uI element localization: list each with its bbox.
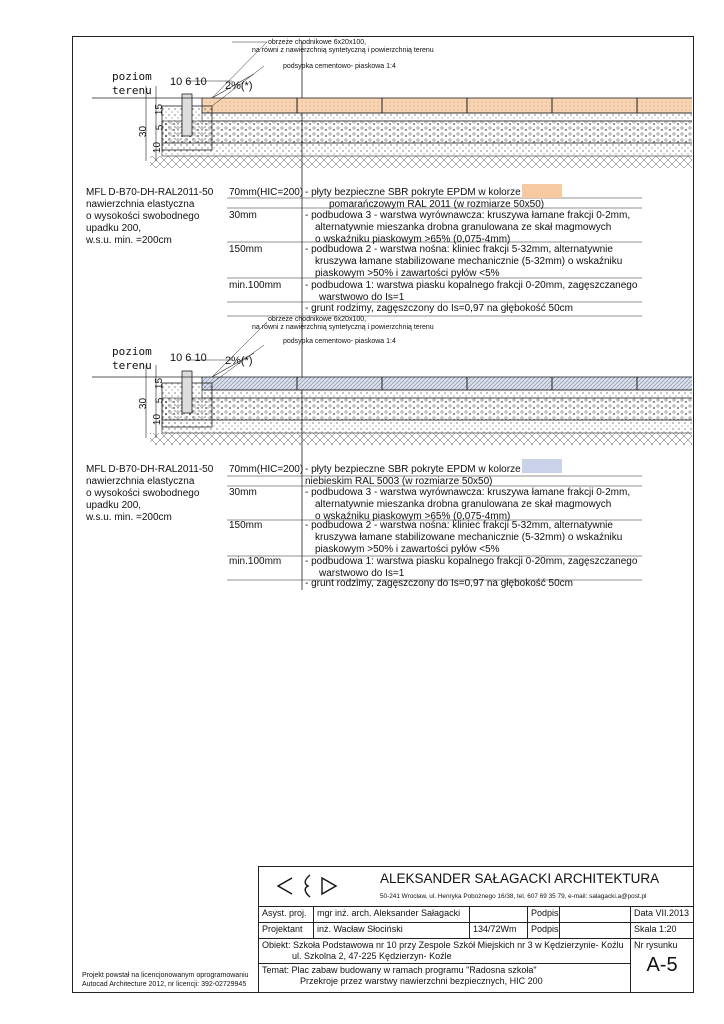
- bedding-note: podsypka cementowo- piaskowa 1:4: [283, 338, 396, 345]
- layer-description: - grunt rodzimy, zagęszczony do Is=0,97 na głębokość 50cm: [305, 578, 574, 589]
- dim-30: 30: [138, 397, 150, 410]
- drawing-number-cell: [631, 939, 693, 992]
- layer-description: - podbudowa 1: warstwa piasku kopalnego frakcji 0-20mm, zagęszczanego warstwowo do Is=1: [305, 280, 638, 303]
- dim-5: 5: [154, 397, 166, 404]
- ground-level-label-bottom: terenu: [112, 359, 152, 372]
- section1-title: MFL D-B70-DH-RAL2011-50 nawierzchnia elastyczna o wysokości swobodnego upadku 200, w.s.u. min. =200cm: [86, 187, 214, 246]
- projektant-license: 134/72Wm: [470, 923, 528, 939]
- layer-thickness: 70mm(HIC=200): [229, 187, 304, 198]
- slope-label: 2%(*): [225, 80, 253, 92]
- date: Data VII.2013: [631, 907, 693, 923]
- firm-logo-icon: [270, 872, 350, 900]
- dim-15: 15: [154, 377, 166, 390]
- layer-thickness: 30mm: [229, 487, 257, 498]
- edging-note: obrzeże chodnikowe 6x20x100,: [268, 316, 367, 323]
- layer-thickness: 150mm: [229, 520, 263, 531]
- dim-10: 10: [152, 141, 164, 154]
- curb-dimensions: 10 6 10: [170, 352, 207, 364]
- layer-description: - podbudowa 3 - warstwa wyrównawcza: kruszywa łamane frakcji 0-2mm, alternatywnie mieszanka drobna granulowana ze skał magmowych o wskaźniku piaskowym >65% (0,075-4mm): [305, 487, 631, 522]
- dim-5: 5: [154, 124, 166, 131]
- firm-name: ALEKSANDER SAŁAGACKI ARCHITEKTURA: [380, 871, 660, 886]
- layer-description: - płyty bezpieczne SBR pokryte EPDM w kolorze pomarańczowym RAL 2011 (w rozmiarze 50x50): [305, 187, 545, 210]
- podpis-1: Podpis: [528, 907, 560, 923]
- layer-description: - podbudowa 1: warstwa piasku kopalnego frakcji 0-20mm, zagęszczanego warstwowo do Is=1: [305, 556, 638, 579]
- layer-description: - podbudowa 2 - warstwa nośna: kliniec frakcji 5-32mm, alternatywnie kruszywa łamane stabilizowane mechanicznie (5-32mm) o wskaźniku piaskowym >50% i zawartości pyłów <5%: [305, 244, 623, 279]
- drawing-number: A-5: [646, 954, 678, 976]
- layer-thickness: min.100mm: [229, 556, 282, 567]
- ground-level-label-top: poziom: [112, 70, 152, 83]
- slope-label: 2%(*): [225, 355, 253, 367]
- layer-thickness: 70mm(HIC=200): [229, 464, 304, 475]
- layer-thickness: 30mm: [229, 210, 257, 221]
- curb-dimensions: 10 6 10: [170, 76, 207, 88]
- dim-15: 15: [154, 103, 166, 116]
- layer-description: - grunt rodzimy, zagęszczony do Is=0,97 na głębokość 50cm: [305, 303, 574, 314]
- edging-note-2: na równi z nawierzchnią syntetyczną i powierzchnią terenu: [252, 324, 434, 331]
- asyst-label: Asyst. proj.: [259, 907, 314, 923]
- dim-10: 10: [152, 413, 164, 426]
- podpis-2: Podpis: [528, 923, 560, 939]
- layer-thickness: 150mm: [229, 244, 263, 255]
- section2-title: MFL D-B70-DH-RAL2011-50 nawierzchnia elastyczna o wysokości swobodnego upadku 200, w.s.u. min. =200cm: [86, 464, 214, 523]
- firm-address: 50-241 Wrocław, ul. Henryka Pobożnego 16/38, tel. 607 69 35 79, e-mail: salagacki.a@post.pl: [380, 893, 647, 900]
- layer-thickness: min.100mm: [229, 280, 282, 291]
- drawing-number-label: Nr rysunku: [634, 940, 678, 950]
- dim-30: 30: [138, 125, 150, 138]
- license-note: Projekt powstał na licencjonowanym oprogramowaniu Autocad Architecture 2012, nr licencji: 392-02729945: [82, 972, 249, 988]
- ground-level-label-bottom: terenu: [112, 84, 152, 97]
- projektant-label: Projektant: [259, 923, 314, 939]
- temat: Temat: Plac zabaw budowany w ramach programu "Radosna szkoła" Przekroje przez warstwy nawierzchni bezpiecznych, HIC 200: [259, 964, 631, 992]
- projektant-name: inż. Wacław Słociński: [314, 923, 470, 939]
- layer-description: - podbudowa 2 - warstwa nośna: kliniec frakcji 5-32mm, alternatywnie kruszywa łamane stabilizowane mechanicznie (5-32mm) o wskaźniku piaskowym >50% i zawartości pyłów <5%: [305, 520, 623, 555]
- edging-note-2: na równi z nawierzchnią syntetyczną i powierzchnią terenu: [252, 47, 434, 54]
- bedding-note: podsypka cementowo- piaskowa 1:4: [283, 63, 396, 70]
- color-swatch-blue: [522, 459, 562, 473]
- edging-note: obrzeże chodnikowe 6x20x100,: [268, 39, 367, 46]
- layer-description: - płyty bezpieczne SBR pokryte EPDM w kolorze niebieskim RAL 5003 (w rozmiarze 50x50): [305, 464, 521, 487]
- scale: Skala 1:20: [631, 923, 693, 939]
- asyst-name: mgr inż. arch. Aleksander Sałagacki: [314, 907, 470, 923]
- ground-level-label-top: poziom: [112, 345, 152, 358]
- obiekt: Obiekt: Szkoła Podstawowa nr 10 przy Zespole Szkół Miejskich nr 3 w Kędzierzynie- Koźlu ul. Szkolna 2, 47-225 Kędzierzyn- Koźle: [259, 939, 631, 964]
- layer-description: - podbudowa 3 - warstwa wyrównawcza: kruszywa łamane frakcji 0-2mm, alternatywnie mieszanka drobna granulowana ze skał magmowych o wskaźniku piaskowym >65% (0,075-4mm): [305, 210, 631, 245]
